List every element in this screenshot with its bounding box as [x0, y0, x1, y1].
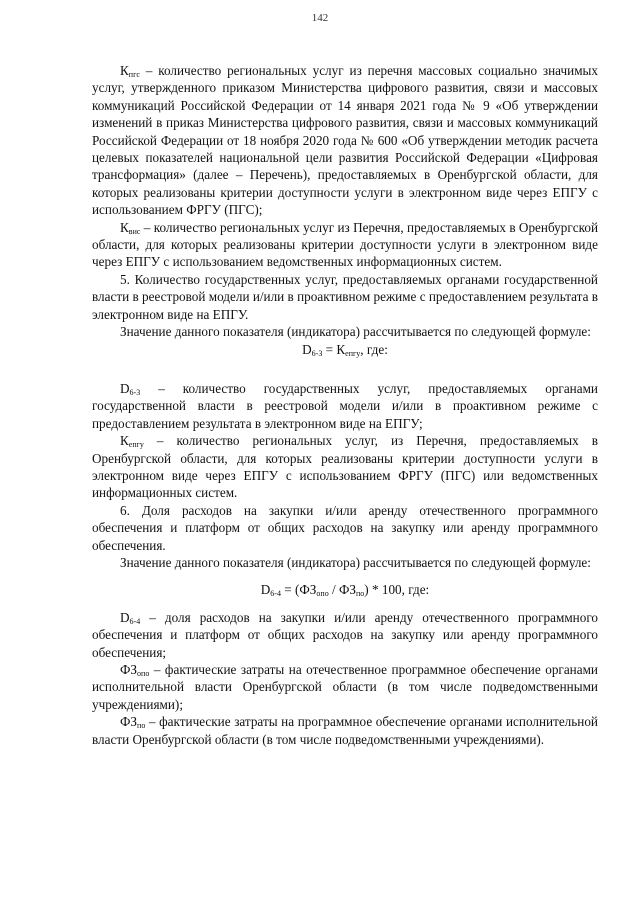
symbol-subscript: епгу: [128, 440, 144, 450]
paragraph-formula-intro-1: Значение данного показателя (индикатора) рассчитывается по следующей формуле:: [120, 324, 591, 340]
symbol: К: [120, 63, 129, 78]
definition-text: – фактические затраты на отечественное программное обеспечение органами исполнительной власти Оренбургской области (в том числе подведомственными учреждениями);: [92, 662, 598, 712]
symbol: D: [120, 609, 130, 625]
symbol-subscript: опо: [137, 669, 150, 678]
symbol: ФЗ: [120, 714, 138, 730]
definition-d6-3: [92, 380, 598, 432]
definition-k-epgu: [92, 432, 598, 502]
definition-text: – количество государственных услуг, предоставляемых органами государственной власти в реестровой модели и/или в проактивном режиме с предоставлением результата в электронном виде на ЕПГУ;: [92, 380, 598, 431]
symbol: D: [120, 380, 130, 396]
symbol-subscript: по: [137, 721, 146, 731]
formula-d6-4: $D_{6-4} = (ФЗ_{опо} / ФЗ_{по}) * 100$, где:: [260, 582, 430, 599]
definition-k-vis: [92, 219, 598, 271]
paragraph-item-5: 5. Количество государственных услуг, предоставляемых органами государственной власти в реестровой модели и/или в проактивном режиме с предоставлением результата в электронном виде на ЕПГУ.: [92, 271, 598, 322]
document-body: [92, 62, 598, 748]
definition-text: – фактические затраты на программное обеспечение органами исполнительной власти Оренбургской области (в том числе подведомственными учреждениями).: [92, 714, 598, 747]
symbol-subscript: 6-3: [129, 387, 141, 397]
symbol: К: [120, 433, 129, 449]
page-number: 142: [311, 12, 329, 24]
formula-d6-3: $D_{6-3} = К_{епгу}$, где:: [302, 341, 388, 358]
definition-text: – количество региональных услуг из Перечня, предоставляемых в Оренбургской области, для которых реализованы критерии доступности услуги в электронном виде через ЕПГУ с использованием ведомственных информационных систем.: [92, 219, 598, 270]
definition-text: – доля расходов на закупки и/или аренду отечественного программного обеспечения и платформ от общих расходов на закупку или аренду программного обеспечения;: [92, 609, 598, 660]
definition-fz-opo: [92, 661, 598, 713]
definition-text: – количество региональных услуг из перечня массовых социально значимых услуг, утвержденного приказом Министерства цифрового развития, связи и массовых коммуникаций Российской Федерации от 14 января 2021 года № 9 «Об утверждении изменений в приказ Министерства цифрового развития, связи и массовых коммуникаций Российской Федерации от 18 ноября 2020 года № 600 «Об утверждении методик расчета целевых показателей национальной цели развития Российской Федерации «Цифровая трансформация» (далее – Перечень), предоставляемых в Оренбургской области, для которых реализованы критерии доступности услуги в электронном виде через ЕПГУ с использованием ФРГУ (ПГС);: [92, 63, 598, 218]
definition-text: – количество региональных услуг, из Перечня, предоставляемых в Оренбургской области, для которых реализованы критерии доступности услуги в электронном виде через ЕПГУ с использованием ФРГУ (ПГС) или ведомственных информационных систем.: [92, 433, 598, 501]
paragraph-formula-intro-2: Значение данного показателя (индикатора) рассчитывается по следующей формуле:: [120, 554, 591, 570]
symbol-subscript: 6-4: [129, 616, 141, 626]
paragraph-item-6: 6. Доля расходов на закупки и/или аренду отечественного программного обеспечения и платформ от общих расходов на закупку или аренду программного обеспечения.: [92, 502, 598, 553]
definition-fz-po: [92, 713, 598, 748]
symbol-subscript: пгс: [128, 70, 140, 79]
symbol: ФЗ: [120, 662, 138, 677]
definition-d6-4: [92, 609, 598, 661]
symbol-subscript: вис: [128, 226, 141, 236]
definition-k-pgs: [92, 62, 598, 219]
symbol: К: [120, 219, 129, 235]
